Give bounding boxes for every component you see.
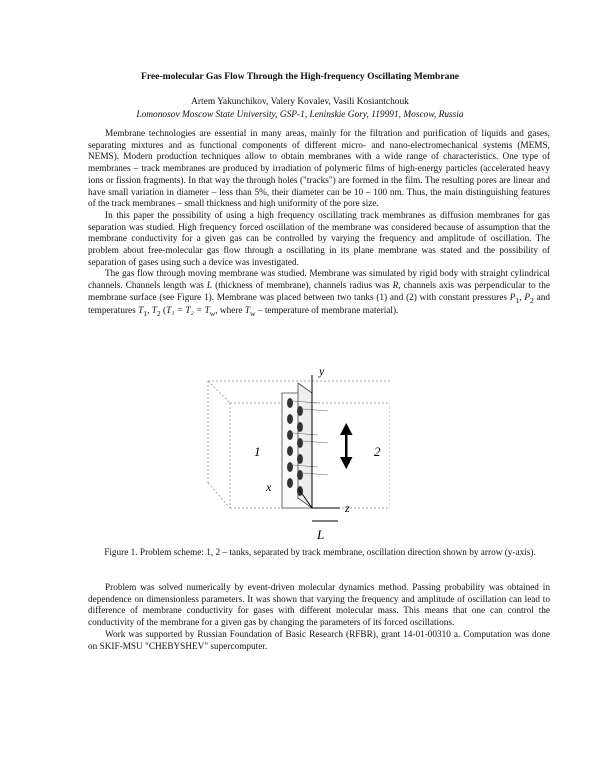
symbol-Tw: T [244,306,250,317]
figure-caption: Figure 1. Problem scheme: 1, 2 – tanks, separated by track membrane, oscillation direction shown by arrow (y-axis). [104,548,536,558]
oscillation-arrow [340,423,353,469]
subscript-1: 1 [515,295,520,305]
setup-text-e: , where [215,306,243,317]
paragraph-results: Problem was solved numerically by event-driven molecular dynamics method. Passing probability was obtained in dependence on dimensionless parameters. It was shown that varying the frequency and amplitude of oscillation can lead to difference of membrane conductivity for gases with different molecular mass. This means that one can control the conductivity of the membrane for a given gas by changing the parameters of its forced oscillations. [88,583,550,629]
tank-label-2: 2 [374,444,381,459]
paper-title: Free-molecular Gas Flow Through the High-frequency Oscillating Membrane [140,71,460,82]
axis-label-y: y [319,364,325,378]
setup-text-a: The gas flow through moving membrane was studied. Membrane was simulated by rigid body with straight cylindrical channels. Channels length was [88,269,550,292]
subscript-w: w [209,309,216,319]
tank-label-1: 1 [254,444,261,459]
paragraph-acknowledgement: Work was supported by Russian Foundation of Basic Research (RFBR), grant 14-01-00310 a. Computation was done on SKIF-MSU "CHEBYSHEV" supercomputer. [88,629,550,652]
body-upper [88,129,550,320]
symbol-T2: T [151,306,157,317]
paragraph-setup: The gas flow through moving membrane was studied. Membrane was simulated by rigid body with straight cylindrical channels. Channels length was L (thickness of membrane), channels radius was R, channels axis was perpendicular to the membrane surface (see Figure 1). Membrane was placed between two tanks (1) and (2) with constant pressures $P_1$, $P_2$ and temperatures $T_1$, $T_2$ ($T_1 = T_2 = T_w$, where $T_w$ – temperature of membrane material). [88,269,551,319]
thickness-label-L: L [317,527,325,542]
symbol-T1: T [138,306,144,317]
paragraph-purpose: In this paper the possibility of using a high frequency oscillating track membranes as diffusion membranes for gas separation was studied. High frequency forced oscillation of the membrane was considered because of assumption that the membrane conductivity for a given gas can be controlled by varying the frequency and amplitude of oscillation. The problem about free-molecular gas flow through a oscillating in its plane membrane was stated and the possibility of separation of gases using such a device was investigated. [88,210,550,268]
subscript-w2: w [250,309,256,319]
symbol-P2: P [524,292,530,303]
symbol-R: R [392,281,399,292]
paragraph-intro: Membrane technologies are essential in many areas, mainly for the filtration and purification of liquids and gases, separating mixtures and as functional components of different micro- and nano-electromechanical systems (MEMS, NEMS). Modern production techniques allow to obtain membranes with a wide range of characteristics. One type of membranes – track membranes are produced by irradiation of polymeric films of high-energy particles (accelerated heavy ions or fission fragments). In that way the through holes ("tracks") are formed in the film. The resulting pores are linear and have small variation in diameter – less than 5%, their diameter can be 10 – 100 nm. Thus, the main distinguishing features of the track membranes – small thickness and high uniformity of the pore size. [88,129,550,210]
symbol-P1: P [509,292,516,303]
body-lower [88,583,550,653]
setup-text-b: (thickness of membrane), channels radius was [215,281,390,292]
setup-text-c: , channels axis was perpendicular to the membrane surface (see Figure 1). Membrane was placed between two tanks (1) and (2) with constant pressures [88,281,551,303]
figure-1-diagram [190,363,390,548]
subscript-1b: 1 [143,309,148,319]
axis-label-z: z [345,501,350,515]
equation-temperatures: T₁ = T₂ = T [166,306,210,317]
axis-label-x: x [266,480,272,494]
subscript-2b: 2 [156,309,161,319]
membrane-plate [282,383,312,508]
paper-authors: Artem Yakunchikov, Valery Kovalev, Vasili Kosiantchouk [191,97,409,107]
subscript-2: 2 [530,295,534,305]
symbol-L: L [206,281,213,292]
setup-text-d: and temperatures [88,292,550,317]
paper-affiliation: Lomonosov Moscow State University, GSP-1, Leninskie Gory, 119991, Moscow, Russia [136,110,464,120]
setup-text-f: – temperature of membrane material). [257,306,399,317]
